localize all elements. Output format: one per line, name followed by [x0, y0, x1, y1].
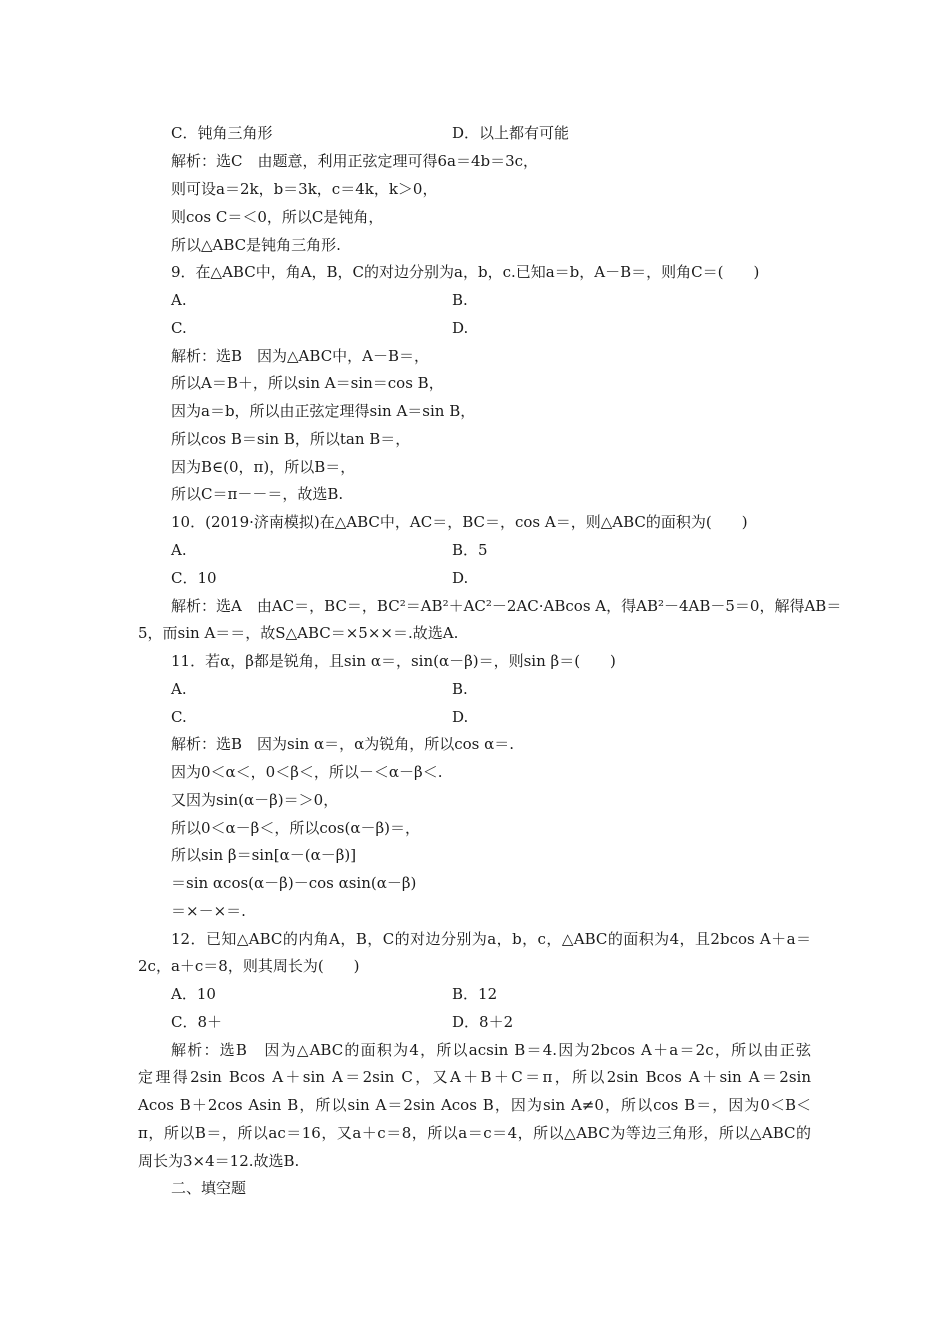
- solution-line: 周长为3×4＝12.故选B.: [138, 1152, 300, 1170]
- solution-line: 又因为sin(α－β)＝＞0，: [171, 791, 339, 809]
- question-12-cont: 2c，a＋c＝8，则其周长为( ): [138, 957, 360, 975]
- q10-option-a: A.: [171, 541, 187, 559]
- solution-line: 所以A＝B＋，所以sin A＝sin＝cos B，: [171, 374, 444, 392]
- solution-line: 则cos C＝＜0，所以C是钝角，: [171, 208, 384, 226]
- question-12: 12．已知△ABC的内角A，B，C的对边分别为a，b，c，△ABC的面积为4，且2bcos A＋a＝: [171, 930, 811, 948]
- solution-line: 解析：选B 因为sin α＝，α为锐角，所以cos α＝.: [171, 735, 515, 753]
- q10-option-d: D.: [452, 569, 469, 587]
- solution-line: 因为B∈(0，π)，所以B＝，: [171, 458, 356, 476]
- section-heading: 二、填空题: [171, 1179, 247, 1197]
- q11-option-c: C.: [171, 708, 187, 726]
- q9-option-d: D.: [452, 319, 469, 337]
- q10-option-c: C．10: [171, 569, 217, 587]
- solution-line: 定理得2sin Bcos A＋sin A＝2sin C，又A＋B＋C＝π，所以2sin Bcos A＋sin A＝2sin: [138, 1068, 811, 1086]
- solution-line: ＝×－×＝.: [171, 902, 246, 920]
- q11-option-d: D.: [452, 708, 469, 726]
- solution-line: 解析：选C 由题意，利用正弦定理可得6a＝4b＝3c，: [171, 152, 539, 170]
- option-c-prev: C．钝角三角形: [171, 124, 273, 142]
- solution-line: Acos B＋2cos Asin B，所以sin A＝2sin Acos B，因为sin A≠0，所以cos B＝，因为0＜B＜: [138, 1096, 811, 1114]
- solution-line: 所以C＝π－－＝，故选B.: [171, 485, 344, 503]
- solution-line: π，所以B＝，所以ac＝16，又a＋c＝8，所以a＝c＝4，所以△ABC为等边三角形，所以△ABC的: [138, 1124, 811, 1142]
- q10-option-b: B．5: [452, 541, 488, 559]
- solution-line: 因为a＝b，所以由正弦定理得sin A＝sin B，: [171, 402, 476, 420]
- solution-line: 解析：选B 因为△ABC的面积为4，所以acsin B＝4.因为2bcos A＋a＝2c，所以由正弦: [171, 1041, 811, 1059]
- q9-option-c: C.: [171, 319, 187, 337]
- solution-line: 解析：选A 由AC＝，BC＝，BC²＝AB²＋AC²－2AC·ABcos A，得AB²－4AB－5＝0，解得AB＝: [171, 597, 842, 615]
- q11-option-b: B.: [452, 680, 468, 698]
- q12-option-b: B．12: [452, 985, 498, 1003]
- q12-option-c: C．8＋: [171, 1013, 223, 1031]
- q11-option-a: A.: [171, 680, 187, 698]
- solution-line: 因为0＜α＜，0＜β＜，所以－＜α－β＜.: [171, 763, 443, 781]
- question-9: 9．在△ABC中，角A，B，C的对边分别为a，b，c.已知a＝b，A－B＝，则角C＝( ): [171, 263, 760, 281]
- solution-line: 5，而sin A＝＝，故S△ABC＝×5××＝.故选A.: [138, 624, 459, 642]
- option-d-prev: D．以上都有可能: [452, 124, 570, 142]
- solution-line: 所以△ABC是钝角三角形.: [171, 236, 341, 254]
- q9-option-a: A.: [171, 291, 187, 309]
- solution-line: 所以cos B＝sin B，所以tan B＝，: [171, 430, 411, 448]
- solution-line: ＝sin αcos(α－β)－cos αsin(α－β): [171, 874, 417, 892]
- question-10: 10．(2019·济南模拟)在△ABC中，AC＝，BC＝，cos A＝，则△ABC的面积为( ): [171, 513, 748, 531]
- solution-line: 解析：选B 因为△ABC中，A－B＝，: [171, 347, 430, 365]
- q12-option-a: A．10: [171, 985, 216, 1003]
- solution-line: 则可设a＝2k，b＝3k，c＝4k，k＞0，: [171, 180, 438, 198]
- q9-option-b: B.: [452, 291, 468, 309]
- q12-option-d: D．8＋2: [452, 1013, 514, 1031]
- solution-line: 所以sin β＝sin[α－(α－β)]: [171, 846, 357, 864]
- solution-line: 所以0＜α－β＜，所以cos(α－β)＝，: [171, 819, 420, 837]
- question-11: 11．若α，β都是锐角，且sin α＝，sin(α－β)＝，则sin β＝( ): [171, 652, 616, 670]
